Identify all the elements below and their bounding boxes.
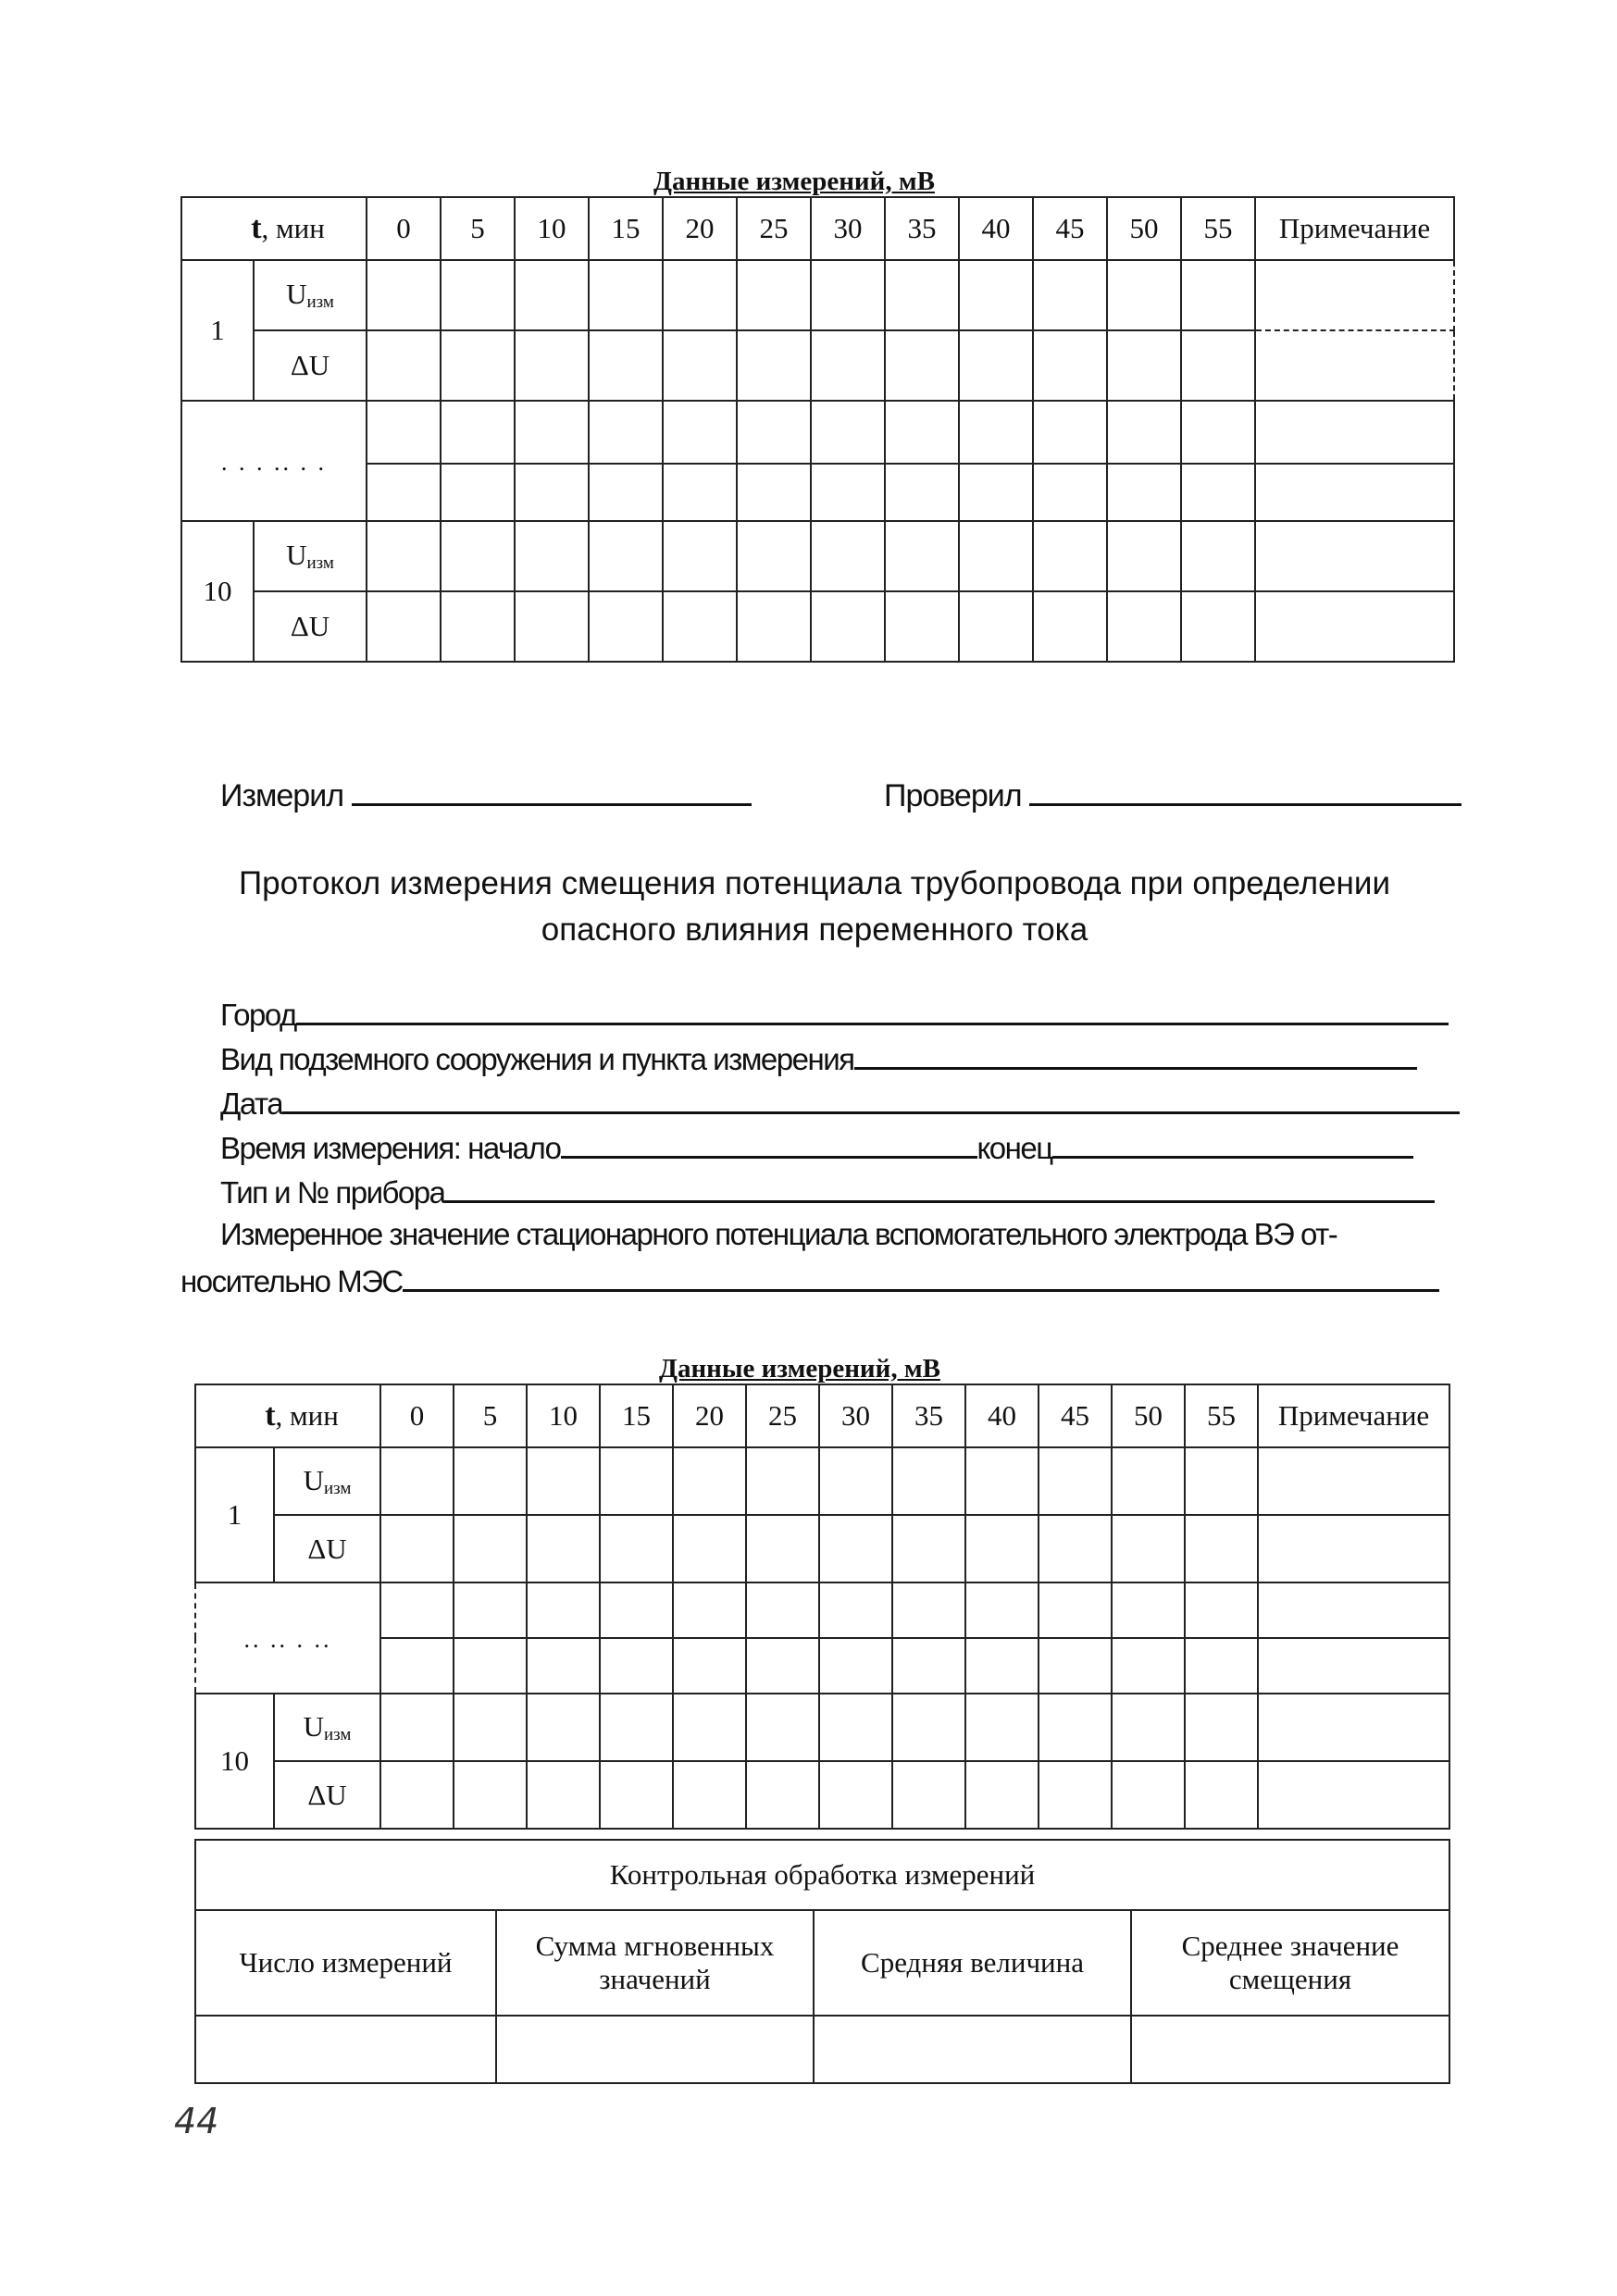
data-cell[interactable]	[811, 464, 885, 521]
delta-u-label: ΔU	[254, 591, 367, 662]
data-cell[interactable]	[380, 1761, 454, 1829]
note-header: Примечание	[1258, 1384, 1449, 1447]
data-cell[interactable]	[737, 521, 811, 591]
data-cell[interactable]	[441, 464, 515, 521]
data-cell[interactable]	[892, 1761, 965, 1829]
data-cell[interactable]	[663, 401, 737, 464]
device-line[interactable]	[444, 1173, 1435, 1203]
data-cell[interactable]	[1039, 1515, 1112, 1582]
data-cell[interactable]	[600, 1515, 673, 1582]
time-col-header: 0	[380, 1384, 454, 1447]
time-col-header: 45	[1039, 1384, 1112, 1447]
data-cell[interactable]	[959, 401, 1033, 464]
stationary-potential-label: носительно МЭС	[180, 1264, 403, 1298]
u-measured-label: $U_{изм}$	[274, 1694, 380, 1761]
time-col-header: 50	[1112, 1384, 1185, 1447]
data-cell[interactable]	[515, 464, 589, 521]
data-cell[interactable]	[600, 1582, 673, 1638]
table1	[180, 196, 1455, 663]
data-cell[interactable]	[589, 260, 663, 330]
data-cell[interactable]	[454, 1447, 527, 1515]
average-shift-cell[interactable]	[1131, 2016, 1449, 2083]
table-row	[195, 1515, 1449, 1582]
count-cell[interactable]	[195, 2016, 496, 2083]
data-cell[interactable]	[746, 1447, 819, 1515]
stationary-potential-field	[180, 1261, 1439, 1299]
data-cell[interactable]	[527, 1694, 600, 1761]
table-row	[181, 330, 1454, 401]
data-cell[interactable]	[673, 1582, 746, 1638]
data-cell[interactable]	[811, 401, 885, 464]
data-cell[interactable]	[1112, 1638, 1185, 1694]
note-cell[interactable]	[1255, 330, 1454, 401]
date-line[interactable]	[282, 1084, 1460, 1114]
table-row	[181, 401, 1454, 464]
data-cell[interactable]	[1033, 591, 1107, 662]
data-cell[interactable]	[367, 521, 441, 591]
data-cell[interactable]	[819, 1582, 892, 1638]
data-cell[interactable]	[959, 330, 1033, 401]
row-number: 10	[195, 1694, 274, 1829]
data-cell[interactable]	[1107, 591, 1181, 662]
data-cell[interactable]	[1039, 1761, 1112, 1829]
control-title-row	[195, 1840, 1449, 1910]
data-cell[interactable]	[1107, 464, 1181, 521]
stationary-potential-text: Измеренное значение стационарного потенциала вспомогательного электрода ВЭ от-	[220, 1217, 1337, 1251]
ellipsis-label: .. .. . ..	[195, 1582, 380, 1694]
u-measured-label: $U_{изм}$	[254, 260, 367, 330]
table-row	[181, 464, 1454, 521]
data-cell[interactable]	[454, 1761, 527, 1829]
data-cell[interactable]	[673, 1638, 746, 1694]
data-cell[interactable]	[663, 260, 737, 330]
table2-caption: Данные измерений, мВ	[659, 1354, 940, 1384]
data-cell[interactable]	[589, 521, 663, 591]
data-cell[interactable]	[1033, 260, 1107, 330]
data-cell[interactable]	[441, 260, 515, 330]
time-col-header: 20	[673, 1384, 746, 1447]
table-row	[195, 1761, 1449, 1829]
note-cell[interactable]	[1258, 1447, 1449, 1515]
data-cell[interactable]	[819, 1694, 892, 1761]
measured-by-label: Измерил	[220, 778, 344, 813]
table-row	[181, 260, 1454, 330]
data-cell[interactable]	[885, 401, 959, 464]
row-number: 1	[181, 260, 254, 401]
note-cell[interactable]	[1255, 260, 1454, 330]
note-cell[interactable]	[1258, 1638, 1449, 1694]
device-field	[220, 1173, 1435, 1210]
data-cell[interactable]	[515, 591, 589, 662]
page-number: 44	[174, 2101, 219, 2141]
data-cell[interactable]	[885, 330, 959, 401]
data-cell[interactable]	[1112, 1582, 1185, 1638]
control-processing-title: Контрольная обработка измерений	[195, 1840, 1449, 1910]
checked-by-label: Проверил	[884, 778, 1022, 813]
data-cell[interactable]	[1181, 330, 1255, 401]
device-label: Тип и № прибора	[220, 1175, 445, 1210]
data-cell[interactable]	[673, 1515, 746, 1582]
data-cell[interactable]	[1112, 1694, 1185, 1761]
data-cell[interactable]	[441, 591, 515, 662]
structure-field	[220, 1039, 1417, 1077]
data-cell[interactable]	[737, 330, 811, 401]
average-cell[interactable]	[814, 2016, 1131, 2083]
data-cell[interactable]	[965, 1761, 1039, 1829]
data-cell[interactable]	[527, 1638, 600, 1694]
data-cell[interactable]	[811, 330, 885, 401]
table-row	[195, 1638, 1449, 1694]
sum-cell[interactable]	[496, 2016, 814, 2083]
sum-header: Сумма мгновенных значений	[496, 1910, 814, 2016]
time-col-header: 10	[527, 1384, 600, 1447]
data-cell[interactable]	[746, 1638, 819, 1694]
date-label: Дата	[220, 1086, 283, 1121]
data-cell[interactable]	[454, 1694, 527, 1761]
time-col-header: 35	[885, 197, 959, 260]
data-cell[interactable]	[746, 1582, 819, 1638]
time-field	[220, 1128, 1413, 1166]
data-cell[interactable]	[892, 1638, 965, 1694]
structure-line[interactable]	[854, 1039, 1417, 1070]
data-cell[interactable]	[1033, 330, 1107, 401]
data-cell[interactable]	[892, 1694, 965, 1761]
data-cell[interactable]	[885, 464, 959, 521]
data-cell[interactable]	[1107, 330, 1181, 401]
checked-by-line[interactable]	[1029, 776, 1462, 806]
data-cell[interactable]	[380, 1447, 454, 1515]
checked-by-field	[884, 776, 1462, 814]
table-row	[181, 521, 1454, 591]
note-cell[interactable]	[1258, 1761, 1449, 1829]
data-cell[interactable]	[1033, 401, 1107, 464]
table-row	[181, 591, 1454, 662]
stationary-potential-line[interactable]	[403, 1261, 1439, 1292]
protocol-title	[167, 861, 1462, 953]
data-cell[interactable]	[1107, 401, 1181, 464]
data-cell[interactable]	[1107, 521, 1181, 591]
delta-u-label: ΔU	[254, 330, 367, 401]
data-cell[interactable]	[885, 591, 959, 662]
table-row	[195, 1447, 1449, 1515]
note-cell[interactable]	[1258, 1694, 1449, 1761]
data-cell[interactable]	[663, 591, 737, 662]
data-cell[interactable]	[811, 521, 885, 591]
data-cell[interactable]	[454, 1515, 527, 1582]
time-col-header: 55	[1181, 197, 1255, 260]
time-col-header: 40	[959, 197, 1033, 260]
data-cell[interactable]	[885, 260, 959, 330]
data-cell[interactable]	[1033, 464, 1107, 521]
data-cell[interactable]	[1039, 1694, 1112, 1761]
measured-by-line[interactable]	[352, 776, 752, 806]
data-cell[interactable]	[965, 1447, 1039, 1515]
data-cell[interactable]	[1181, 401, 1255, 464]
data-cell[interactable]	[819, 1761, 892, 1829]
data-cell[interactable]	[1185, 1582, 1258, 1638]
data-cell[interactable]	[367, 260, 441, 330]
time-col-header: 15	[589, 197, 663, 260]
u-measured-label: $U_{изм}$	[274, 1447, 380, 1515]
data-cell[interactable]	[515, 260, 589, 330]
data-cell[interactable]	[1039, 1638, 1112, 1694]
control-value-row	[195, 2016, 1449, 2083]
time-col-header: 40	[965, 1384, 1039, 1447]
table2	[194, 1384, 1450, 1830]
data-cell[interactable]	[515, 330, 589, 401]
data-cell[interactable]	[885, 521, 959, 591]
time-header: t, мин	[195, 1384, 380, 1447]
data-cell[interactable]	[527, 1582, 600, 1638]
data-cell[interactable]	[589, 464, 663, 521]
note-header: Примечание	[1255, 197, 1454, 260]
note-cell[interactable]	[1255, 401, 1454, 464]
data-cell[interactable]	[746, 1761, 819, 1829]
note-cell[interactable]	[1258, 1582, 1449, 1638]
data-cell[interactable]	[1181, 464, 1255, 521]
data-cell[interactable]	[965, 1515, 1039, 1582]
protocol-title-line1: Протокол измерения смещения потенциала трубопровода при определении	[238, 865, 1390, 901]
data-cell[interactable]	[737, 591, 811, 662]
data-cell[interactable]	[515, 521, 589, 591]
time-col-header: 0	[367, 197, 441, 260]
data-cell[interactable]	[1112, 1515, 1185, 1582]
data-cell[interactable]	[811, 260, 885, 330]
city-field	[220, 995, 1449, 1033]
city-label: Город	[220, 998, 296, 1032]
data-cell[interactable]	[589, 401, 663, 464]
time-end-line[interactable]	[1052, 1128, 1413, 1159]
data-cell[interactable]	[1112, 1761, 1185, 1829]
table1-caption: Данные измерений, мВ	[653, 167, 935, 196]
data-cell[interactable]	[819, 1515, 892, 1582]
data-cell[interactable]	[600, 1638, 673, 1694]
data-cell[interactable]	[380, 1638, 454, 1694]
data-cell[interactable]	[600, 1761, 673, 1829]
note-cell[interactable]	[1255, 464, 1454, 521]
data-cell[interactable]	[1033, 521, 1107, 591]
data-cell[interactable]	[527, 1761, 600, 1829]
data-cell[interactable]	[1185, 1761, 1258, 1829]
data-cell[interactable]	[367, 591, 441, 662]
data-cell[interactable]	[1185, 1515, 1258, 1582]
data-cell[interactable]	[819, 1447, 892, 1515]
data-cell[interactable]	[673, 1694, 746, 1761]
data-cell[interactable]	[1185, 1694, 1258, 1761]
data-cell[interactable]	[441, 521, 515, 591]
data-cell[interactable]	[892, 1582, 965, 1638]
data-cell[interactable]	[527, 1447, 600, 1515]
data-cell[interactable]	[737, 401, 811, 464]
data-cell[interactable]	[959, 591, 1033, 662]
count-header: Число измерений	[195, 1910, 496, 2016]
data-cell[interactable]	[600, 1447, 673, 1515]
delta-u-label: ΔU	[274, 1761, 380, 1829]
date-field	[220, 1084, 1460, 1122]
time-col-header: 20	[663, 197, 737, 260]
data-cell[interactable]	[1112, 1447, 1185, 1515]
data-cell[interactable]	[746, 1694, 819, 1761]
data-cell[interactable]	[1039, 1582, 1112, 1638]
row-number: 1	[195, 1447, 274, 1582]
delta-u-label: ΔU	[274, 1515, 380, 1582]
city-line[interactable]	[296, 995, 1449, 1025]
data-cell[interactable]	[965, 1582, 1039, 1638]
protocol-title-line2: опасного влияния переменного тока	[541, 912, 1088, 948]
data-cell[interactable]	[441, 401, 515, 464]
data-cell[interactable]	[819, 1638, 892, 1694]
average-header: Средняя величина	[814, 1910, 1131, 2016]
data-cell[interactable]	[1039, 1447, 1112, 1515]
time-col-header: 45	[1033, 197, 1107, 260]
data-cell[interactable]	[380, 1582, 454, 1638]
time-col-header: 5	[454, 1384, 527, 1447]
u-measured-label: $U_{изм}$	[254, 521, 367, 591]
data-cell[interactable]	[367, 464, 441, 521]
data-cell[interactable]	[673, 1761, 746, 1829]
time-col-header: 30	[811, 197, 885, 260]
time-start-label: Время измерения: начало	[220, 1131, 561, 1165]
time-col-header: 5	[441, 197, 515, 260]
data-cell[interactable]	[959, 521, 1033, 591]
table1-header-row	[181, 197, 1454, 260]
data-cell[interactable]	[673, 1447, 746, 1515]
data-cell[interactable]	[811, 591, 885, 662]
data-cell[interactable]	[746, 1515, 819, 1582]
table-row	[195, 1694, 1449, 1761]
data-cell[interactable]	[892, 1515, 965, 1582]
data-cell[interactable]	[380, 1515, 454, 1582]
data-cell[interactable]	[454, 1582, 527, 1638]
time-end-label: конец	[976, 1131, 1052, 1165]
time-col-header: 35	[892, 1384, 965, 1447]
data-cell[interactable]	[1181, 521, 1255, 591]
data-cell[interactable]	[892, 1447, 965, 1515]
time-col-header: 10	[515, 197, 589, 260]
control-processing-table	[194, 1839, 1450, 2084]
structure-label: Вид подземного сооружения и пункта измерения	[220, 1042, 854, 1076]
time-col-header: 50	[1107, 197, 1181, 260]
data-cell[interactable]	[380, 1694, 454, 1761]
time-header: t, мин	[181, 197, 367, 260]
time-col-header: 25	[737, 197, 811, 260]
time-col-header: 25	[746, 1384, 819, 1447]
time-col-header: 55	[1185, 1384, 1258, 1447]
data-cell[interactable]	[527, 1515, 600, 1582]
data-cell[interactable]	[589, 591, 663, 662]
control-header-row	[195, 1910, 1449, 2016]
data-cell[interactable]	[663, 521, 737, 591]
measured-by-field	[220, 776, 752, 814]
table2-header-row	[195, 1384, 1449, 1447]
data-cell[interactable]	[663, 330, 737, 401]
data-cell[interactable]	[454, 1638, 527, 1694]
data-cell[interactable]	[965, 1638, 1039, 1694]
table-row	[195, 1582, 1449, 1638]
data-cell[interactable]	[515, 401, 589, 464]
time-col-header: 30	[819, 1384, 892, 1447]
data-cell[interactable]	[737, 464, 811, 521]
note-cell[interactable]	[1258, 1515, 1449, 1582]
data-cell[interactable]	[589, 330, 663, 401]
note-cell[interactable]	[1255, 591, 1454, 662]
data-cell[interactable]	[965, 1694, 1039, 1761]
data-cell[interactable]	[663, 464, 737, 521]
data-cell[interactable]	[1107, 260, 1181, 330]
note-cell[interactable]	[1255, 521, 1454, 591]
data-cell[interactable]	[441, 330, 515, 401]
data-cell[interactable]	[959, 464, 1033, 521]
time-start-line[interactable]	[561, 1128, 977, 1159]
ellipsis-label: . . . .. . .	[181, 401, 367, 521]
time-col-header: 15	[600, 1384, 673, 1447]
data-cell[interactable]	[959, 260, 1033, 330]
data-cell[interactable]	[1185, 1638, 1258, 1694]
data-cell[interactable]	[600, 1694, 673, 1761]
row-number: 10	[181, 521, 254, 662]
data-cell[interactable]	[1181, 591, 1255, 662]
data-cell[interactable]	[737, 260, 811, 330]
data-cell[interactable]	[367, 330, 441, 401]
data-cell[interactable]	[367, 401, 441, 464]
average-shift-header: Среднее значение смещения	[1131, 1910, 1449, 2016]
data-cell[interactable]	[1181, 260, 1255, 330]
data-cell[interactable]	[1185, 1447, 1258, 1515]
